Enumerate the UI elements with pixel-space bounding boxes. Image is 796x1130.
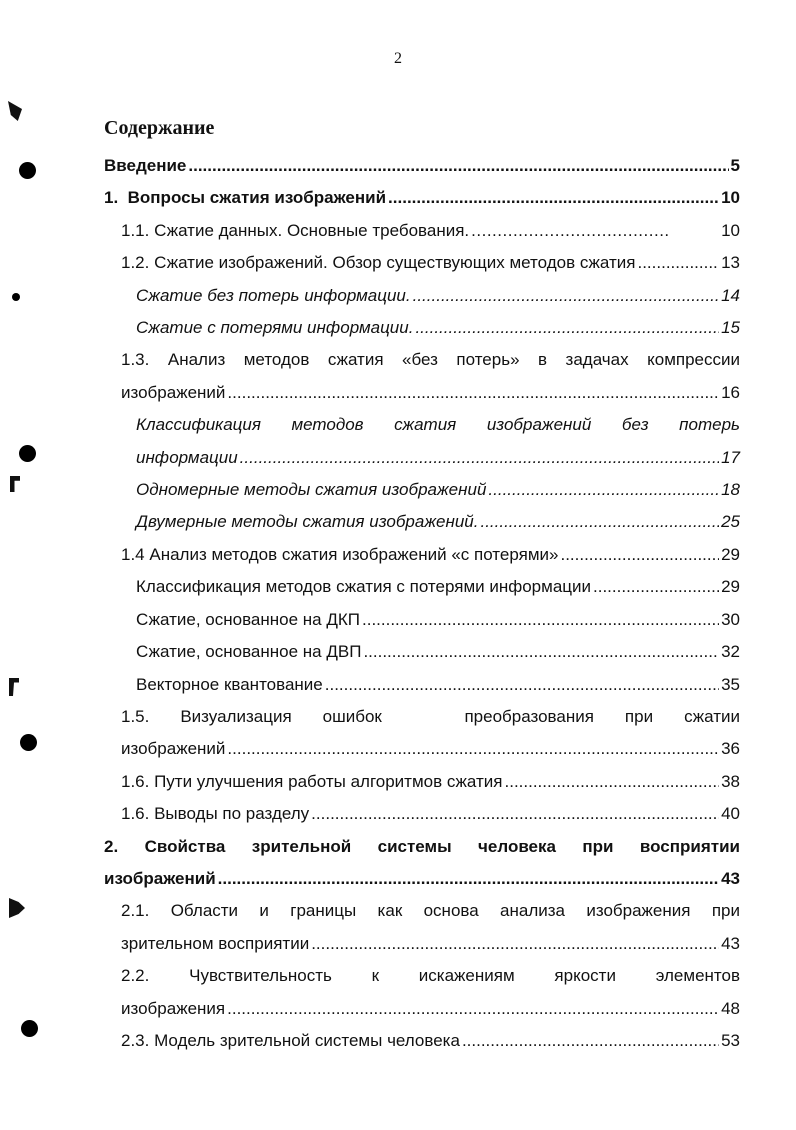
toc-entry-vq[interactable]: Векторное квантование ..... 35 bbox=[104, 669, 740, 701]
toc-entry-2-1-line1[interactable]: 2.1. Области и границы как основа анализа изображения при bbox=[121, 901, 740, 921]
binder-hole bbox=[21, 1020, 38, 1037]
toc-entry-classification-lossless[interactable]: информации ..... 17 bbox=[104, 442, 740, 474]
toc-entry-2-1[interactable]: зрительном восприятии ..... 43 bbox=[104, 928, 740, 960]
binder-hole bbox=[20, 734, 37, 751]
toc-entry-1-6-conclusions[interactable]: 1.6. Выводы по разделу ..... 40 bbox=[104, 798, 740, 830]
scan-mark bbox=[8, 101, 22, 121]
toc-entry-1-4[interactable]: 1.4 Анализ методов сжатия изображений «с потерями» ..... 29 bbox=[104, 539, 740, 571]
toc-entry-classification-lossy[interactable]: Классификация методов сжатия с потерями информации ..... 29 bbox=[104, 571, 740, 603]
toc-entry-1-1[interactable]: 1.1. Сжатие данных. Основные требования. ..... 10 bbox=[104, 215, 740, 247]
scan-mark bbox=[9, 678, 19, 696]
scan-mark bbox=[9, 898, 25, 918]
toc-entry-chapter-2-line1[interactable]: 2. Свойства зрительной системы человека при восприятии bbox=[104, 836, 740, 856]
toc-entry-lossy[interactable]: Сжатие с потерями информации. ..... 15 bbox=[104, 312, 740, 344]
toc-entry-2-3[interactable]: 2.3. Модель зрительной системы человека ..... 53 bbox=[104, 1025, 740, 1057]
toc-entry-1-5[interactable]: изображений ..... 36 bbox=[104, 733, 740, 765]
toc-entry-2d-methods[interactable]: Двумерные методы сжатия изображений. ..... 25 bbox=[104, 506, 740, 538]
binder-hole bbox=[12, 293, 20, 301]
page-title: Содержание bbox=[104, 117, 215, 139]
toc-entry-2-2-line1[interactable]: 2.2. Чувствительность к искажениям яркости элементов bbox=[121, 966, 740, 986]
page-number: 2 bbox=[394, 50, 402, 67]
toc-entry-1-5-line1[interactable]: 1.5. Визуализация ошибок преобразования при сжатии bbox=[121, 706, 740, 726]
toc-entry-1-3[interactable]: изображений ..... 16 bbox=[104, 377, 740, 409]
scan-mark bbox=[10, 476, 20, 492]
binder-hole bbox=[19, 162, 36, 179]
toc-entry-dwt[interactable]: Сжатие, основанное на ДВП ..... 32 bbox=[104, 636, 740, 668]
toc-entry-chapter-2[interactable]: изображений ..... 43 bbox=[104, 863, 740, 895]
toc-entry-2-2[interactable]: изображения ..... 48 bbox=[104, 993, 740, 1025]
toc-entry-1-2[interactable]: 1.2. Сжатие изображений. Обзор существующих методов сжатия ..... 13 bbox=[104, 247, 740, 279]
toc-entry-chapter-1[interactable]: 1. Вопросы сжатия изображений ..... 10 bbox=[104, 182, 740, 214]
toc-entry-introduction[interactable]: Введение ..... 5 bbox=[104, 150, 740, 182]
toc-entry-1d-methods[interactable]: Одномерные методы сжатия изображений ..... 18 bbox=[104, 474, 740, 506]
binder-hole bbox=[19, 445, 36, 462]
table-of-contents bbox=[104, 150, 740, 1057]
toc-entry-classification-lossless-line1[interactable]: Классификация методов сжатия изображений без потерь bbox=[136, 415, 740, 435]
toc-entry-1-6-improvements[interactable]: 1.6. Пути улучшения работы алгоритмов сжатия ..... 38 bbox=[104, 766, 740, 798]
toc-entry-lossless[interactable]: Сжатие без потерь информации. ..... 14 bbox=[104, 280, 740, 312]
toc-entry-1-3-line1[interactable]: 1.3. Анализ методов сжатия «без потерь» в задачах компрессии bbox=[121, 350, 740, 370]
toc-entry-dct[interactable]: Сжатие, основанное на ДКП ..... 30 bbox=[104, 604, 740, 636]
